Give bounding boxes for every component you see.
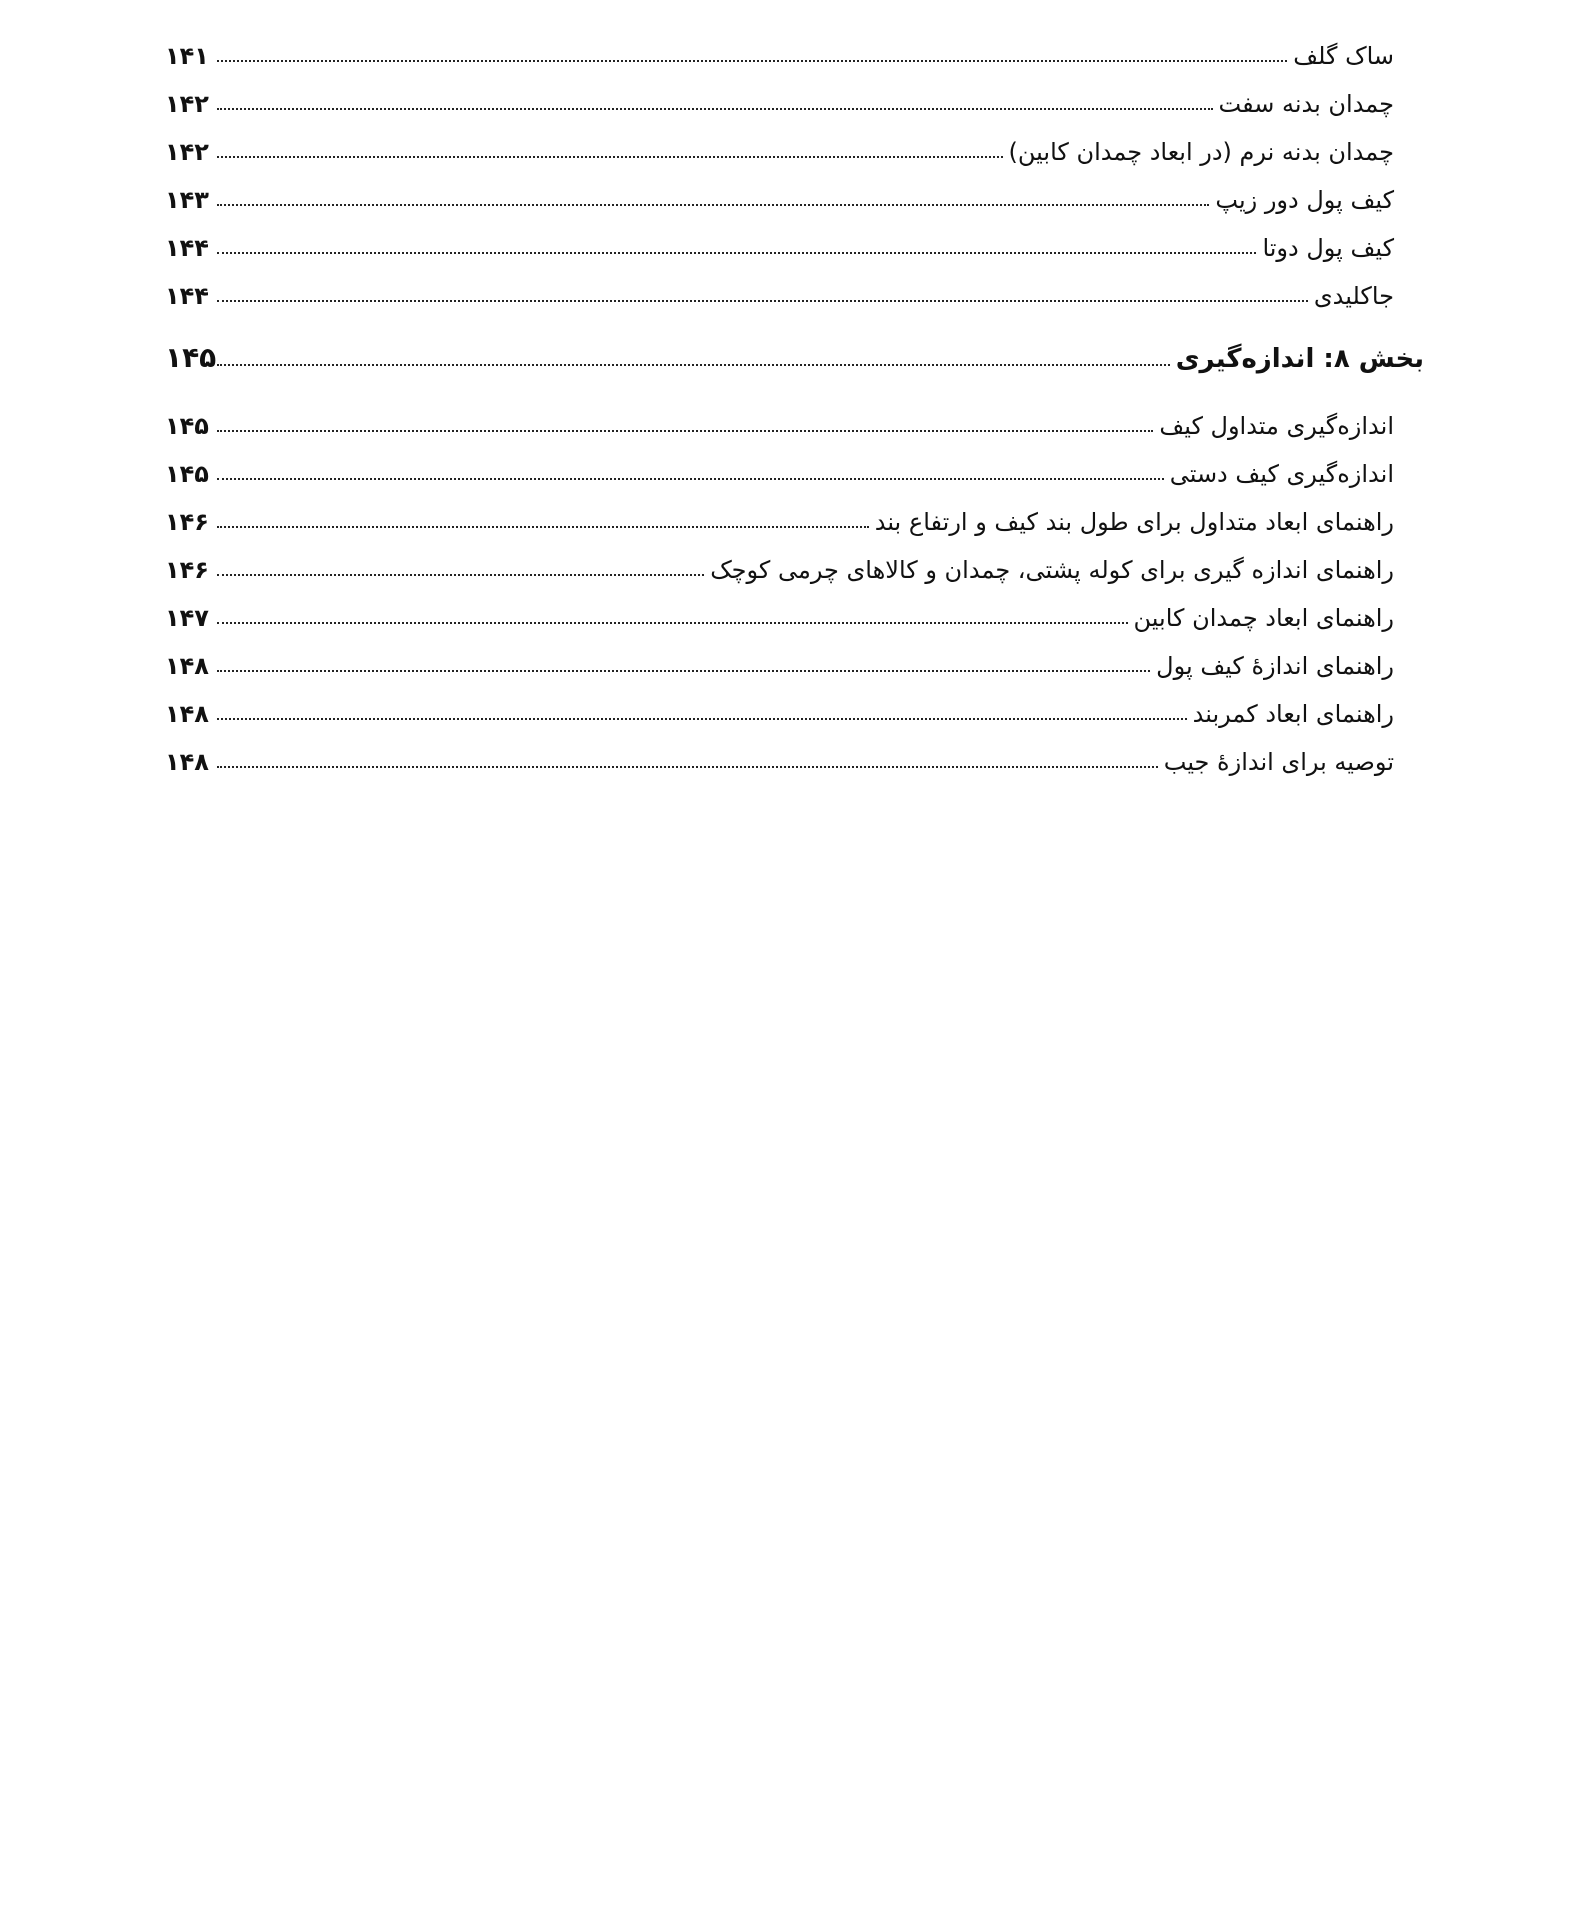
toc-entry-title: ساک گلف [1293, 42, 1394, 70]
toc-entry[interactable] [165, 78, 1394, 116]
toc-entry[interactable] [165, 174, 1394, 212]
dot-leader [217, 574, 704, 576]
toc-entry[interactable] [165, 400, 1394, 438]
dot-leader [217, 718, 1187, 720]
toc-entry-page: ۱۴۴ [165, 282, 209, 310]
toc-entry-title: راهنمای ابعاد چمدان کابین [1133, 604, 1394, 632]
toc-entry[interactable] [165, 126, 1394, 164]
toc-entry[interactable] [165, 736, 1394, 774]
dot-leader [217, 364, 1170, 366]
dot-leader [217, 622, 1128, 624]
toc-entry-title: راهنمای اندازه گیری برای کوله پشتی، چمدان و کالاهای چرمی کوچک [710, 556, 1394, 584]
dot-leader [217, 60, 1287, 62]
toc-entry-title: جاکلیدی [1313, 282, 1394, 310]
section-page: ۱۴۵ [165, 341, 217, 374]
toc-entry-page: ۱۴۱ [165, 42, 209, 70]
toc-entry-title: چمدان بدنه سفت [1218, 90, 1394, 118]
toc-entry-page: ۱۴۳ [165, 186, 209, 214]
dot-leader [217, 766, 1158, 768]
toc-entry-page: ۱۴۶ [165, 556, 209, 584]
dot-leader [217, 430, 1153, 432]
toc-entry-page: ۱۴۸ [165, 700, 209, 728]
dot-leader [217, 478, 1164, 480]
toc-entry-page: ۱۴۵ [165, 412, 209, 440]
toc-entry-page: ۱۴۸ [165, 748, 209, 776]
toc-entry-page: ۱۴۷ [165, 604, 209, 632]
toc-entry[interactable] [165, 592, 1394, 630]
toc-entry-page: ۱۴۸ [165, 652, 209, 680]
toc-entry[interactable] [165, 30, 1394, 68]
toc-entry[interactable] [165, 544, 1394, 582]
toc-entry[interactable] [165, 222, 1394, 260]
dot-leader [217, 670, 1150, 672]
toc-entry-page: ۱۴۵ [165, 460, 209, 488]
toc-entry-title: اندازه‌گیری متداول کیف [1159, 412, 1394, 440]
section-title: بخش ۸: اندازه‌گیری [1175, 344, 1424, 374]
dot-leader [217, 156, 1003, 158]
toc-entry[interactable] [165, 448, 1394, 486]
toc-entry-page: ۱۴۲ [165, 138, 209, 166]
toc-entry-title: اندازه‌گیری کیف دستی [1169, 460, 1394, 488]
toc-entry[interactable] [165, 688, 1394, 726]
dot-leader [217, 300, 1308, 302]
dot-leader [217, 526, 869, 528]
toc-entry[interactable] [165, 496, 1394, 534]
toc-entry-title: کیف پول دوتا [1262, 234, 1394, 262]
toc-entry-title: راهنمای اندازهٔ کیف پول [1156, 652, 1394, 680]
dot-leader [217, 108, 1213, 110]
toc-entry-title: توصیه برای اندازهٔ جیب [1163, 748, 1394, 776]
toc-entry-title: راهنمای ابعاد متداول برای طول بند کیف و ارتفاع بند [874, 508, 1394, 536]
toc-entry-page: ۱۴۶ [165, 508, 209, 536]
toc-entry[interactable] [165, 640, 1394, 678]
toc-entry-title: کیف پول دور زیپ [1215, 186, 1394, 214]
toc-entry-title: راهنمای ابعاد کمربند [1192, 700, 1394, 728]
toc-entry-title: چمدان بدنه نرم (در ابعاد چمدان کابین) [1008, 138, 1394, 166]
toc-section-heading[interactable] [165, 334, 1424, 372]
toc-entry-page: ۱۴۴ [165, 234, 209, 262]
dot-leader [217, 204, 1209, 206]
dot-leader [217, 252, 1256, 254]
toc-entry[interactable] [165, 270, 1394, 308]
toc-entry-page: ۱۴۲ [165, 90, 209, 118]
